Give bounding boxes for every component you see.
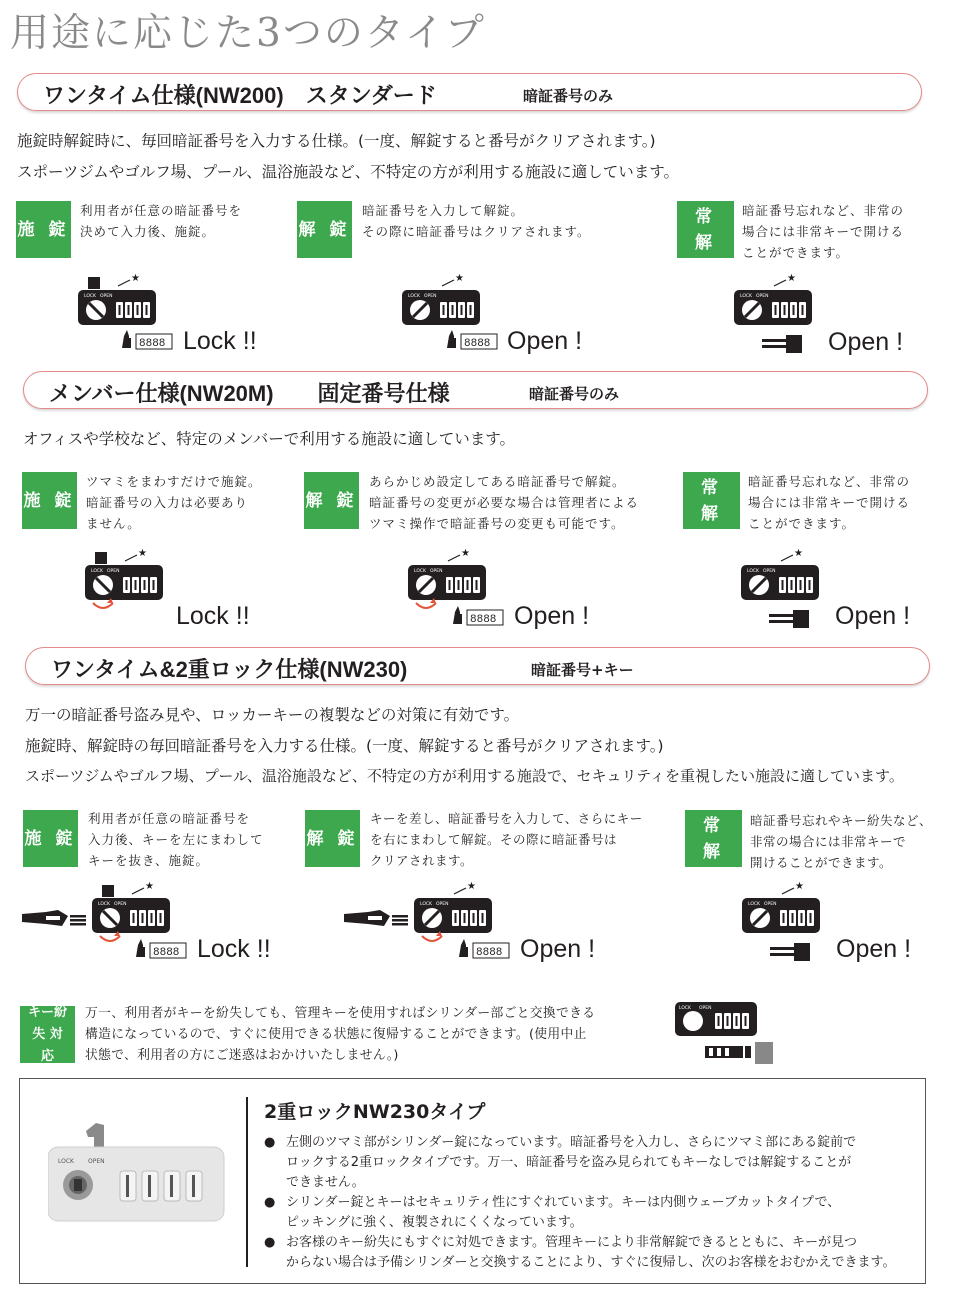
lock-device-illustration — [741, 543, 831, 613]
emergency-key-icon — [770, 939, 814, 965]
section-text: 施錠時、解錠時の毎回暗証番号を入力する仕様。(一度、解錠すると番号がクリアされます。) — [25, 737, 664, 755]
section-text: 万一の暗証番号盗み見や、ロッカーキーの複製などの対策に有効です。 — [25, 706, 520, 724]
svg-text:LOCK: LOCK — [740, 294, 752, 299]
svg-text:★: ★ — [145, 881, 154, 892]
badge-unlock: 解 錠 — [297, 201, 352, 258]
svg-text:OPEN: OPEN — [763, 569, 776, 574]
lock-device-illustration — [408, 543, 498, 613]
svg-text:LOCK: LOCK — [98, 902, 110, 907]
lock-device-illustration — [85, 543, 175, 613]
card-description: あらかじめ設定してある暗証番号で解錠。 暗証番号の変更が必要な場合は管理者による ツマミ操作で暗証番号の変更も可能です。 — [369, 474, 640, 531]
emergency-key-icon — [769, 606, 813, 632]
result-label: Lock !! — [197, 935, 271, 963]
info-bullet: ● シリンダー錠とキーはセキュリティ性にすぐれています。キーは内側ウェーブカットタイプで、 ピッキングに強く、複製されにくくなっています。 — [264, 1195, 841, 1230]
svg-text:OPEN: OPEN — [756, 294, 769, 299]
svg-text:LOCK: LOCK — [679, 1006, 691, 1011]
result-label: Lock !! — [176, 602, 250, 630]
info-title: 2重ロックNW230タイプ — [264, 1101, 486, 1123]
svg-text:★: ★ — [467, 881, 476, 892]
svg-text:LOCK: LOCK — [91, 569, 103, 574]
card-description: 利用者が任意の暗証番号を 入力後、キーを左にまわして キーを抜き、施錠。 — [88, 811, 264, 868]
svg-text:OPEN: OPEN — [430, 569, 443, 574]
svg-text:★: ★ — [138, 548, 147, 559]
section-title: ワンタイム仕様(NW200) スタンダード — [43, 83, 437, 108]
section-text: オフィスや学校など、特定のメンバーで利用する施設に適しています。 — [23, 430, 515, 448]
badge-emergency-unlock: 非 常 解 錠 — [677, 201, 734, 258]
hand-code-icon — [134, 937, 190, 963]
svg-text:★: ★ — [461, 548, 470, 559]
lock-device-illustration — [414, 876, 504, 946]
result-label: Open ! — [520, 935, 596, 963]
svg-text:OPEN: OPEN — [436, 902, 449, 907]
svg-text:8888: 8888 — [153, 947, 180, 959]
lost-key-description: 万一、利用者がキーを紛失しても、管理キーを使用すればシリンダー部ごと交換できる 構造になっているので、すぐに使用できる状態に復帰することができます。(使用中止 状態で、利用者の方にご迷惑はおかけいたしません。) — [85, 1006, 596, 1063]
section-subtitle: 暗証番号+キー — [531, 661, 634, 679]
section-header-nw20m — [23, 371, 928, 409]
svg-text:LOCK: LOCK — [408, 294, 420, 299]
lock-device-illustration — [92, 876, 182, 946]
card-description: キーを差し、暗証番号を入力して、さらにキー を右にまわして解錠。その際に暗証番号は クリアされます。 — [370, 811, 643, 868]
divider — [246, 1097, 248, 1267]
emergency-key-icon — [762, 331, 806, 357]
badge-lock: 施 錠 — [22, 472, 77, 529]
lock-device-illustration — [734, 268, 824, 338]
badge-unlock: 解 錠 — [304, 472, 359, 529]
svg-text:OPEN: OPEN — [424, 294, 437, 299]
badge-lock: 施 錠 — [23, 810, 78, 867]
svg-text:LOCK: LOCK — [84, 294, 96, 299]
svg-text:OPEN: OPEN — [88, 1158, 105, 1165]
svg-text:★: ★ — [795, 881, 804, 892]
svg-text:8888: 8888 — [476, 947, 503, 959]
card-description: ツマミをまわすだけで施錠。 暗証番号の入力は必要あり ません。 — [86, 474, 262, 531]
section-header-nw200 — [17, 73, 922, 111]
page-title: 用途に応じた3つのタイプ — [10, 11, 486, 56]
result-label: Open ! — [835, 602, 911, 630]
svg-text:★: ★ — [455, 273, 464, 284]
svg-text:OPEN: OPEN — [114, 902, 127, 907]
badge-lock: 施 錠 — [16, 201, 71, 258]
card-description: 利用者が任意の暗証番号を 決めて入力後、施錠。 — [80, 203, 243, 239]
section-header-nw230 — [25, 647, 930, 685]
badge-emergency-unlock: 非 常 解 錠 — [683, 472, 740, 529]
section-title: メンバー仕様(NW20M) 固定番号仕様 — [49, 381, 450, 406]
result-label: Open ! — [507, 327, 583, 355]
card-description: 暗証番号忘れなど、非常の 場合には非常キーで開ける ことができます。 — [748, 474, 911, 531]
svg-text:8888: 8888 — [139, 338, 166, 350]
section-subtitle: 暗証番号のみ — [523, 87, 614, 105]
svg-text:8888: 8888 — [470, 614, 497, 626]
svg-text:LOCK: LOCK — [748, 902, 760, 907]
svg-text:LOCK: LOCK — [414, 569, 426, 574]
section-title: ワンタイム&2重ロック仕様(NW230) — [51, 657, 408, 682]
svg-text:OPEN: OPEN — [699, 1006, 712, 1011]
info-bullet: ● お客様のキー紛失にもすぐに対処できます。管理キーにより非常解錠できるとともに、キーが見つ からない場合は予備シリンダーと交換することにより、すぐに復帰し、次のお客様をおむかえできます。 — [264, 1235, 896, 1270]
card-description: 暗証番号忘れやキー紛失など、 非常の場合には非常キーで 開けることができます。 — [750, 813, 933, 870]
svg-text:LOCK: LOCK — [747, 569, 759, 574]
nw230-product-photo — [48, 1119, 228, 1239]
nw230-info-box — [19, 1078, 926, 1284]
result-label: Open ! — [836, 935, 912, 963]
section-subtitle: 暗証番号のみ — [529, 385, 620, 403]
hand-code-icon — [457, 937, 513, 963]
svg-text:OPEN: OPEN — [764, 902, 777, 907]
section-text: スポーツジムやゴルフ場、プール、温浴施設など、不特定の方が利用する施設に適しています。 — [17, 163, 680, 181]
svg-text:★: ★ — [787, 273, 796, 284]
svg-text:★: ★ — [131, 273, 140, 284]
section-text: スポーツジムやゴルフ場、プール、温浴施設など、不特定の方が利用する施設で、セキュリティを重視したい施設に適しています。 — [25, 767, 904, 785]
info-bullets — [262, 1133, 922, 1273]
svg-text:★: ★ — [794, 548, 803, 559]
result-label: Open ! — [514, 602, 590, 630]
result-label: Lock !! — [183, 327, 257, 355]
insert-key-icon — [22, 906, 92, 932]
result-label: Open ! — [828, 328, 904, 356]
svg-text:OPEN: OPEN — [100, 294, 113, 299]
cylinder-exchange-illustration — [675, 1000, 775, 1070]
svg-text:OPEN: OPEN — [107, 569, 120, 574]
svg-text:8888: 8888 — [464, 338, 491, 350]
section-text: 施錠時解錠時に、毎回暗証番号を入力する仕様。(一度、解錠すると番号がクリアされます。) — [17, 132, 656, 150]
badge-emergency-unlock: 非 常 解 錠 — [685, 810, 742, 867]
card-description: 暗証番号忘れなど、非常の 場合には非常キーで開ける ことができます。 — [742, 203, 905, 260]
lock-device-illustration — [742, 876, 832, 946]
svg-text:LOCK: LOCK — [58, 1158, 74, 1165]
hand-code-icon — [120, 328, 176, 354]
info-bullet: ● 左側のツマミ部がシリンダー錠になっています。暗証番号を入力し、さらにツマミ部にある錠前で ロックする2重ロックタイプです。万一、暗証番号を盗み見られてもキーなしでは解錠することが できません。 — [264, 1135, 857, 1190]
hand-code-icon — [445, 328, 501, 354]
badge-unlock: 解 錠 — [305, 810, 360, 867]
hand-code-icon — [451, 604, 507, 630]
insert-key-icon — [344, 906, 414, 932]
card-description: 暗証番号を入力して解錠。 その際に暗証番号はクリアされます。 — [362, 203, 591, 239]
svg-text:LOCK: LOCK — [420, 902, 432, 907]
badge-lost-key: キー紛失 対応 — [20, 1006, 75, 1063]
